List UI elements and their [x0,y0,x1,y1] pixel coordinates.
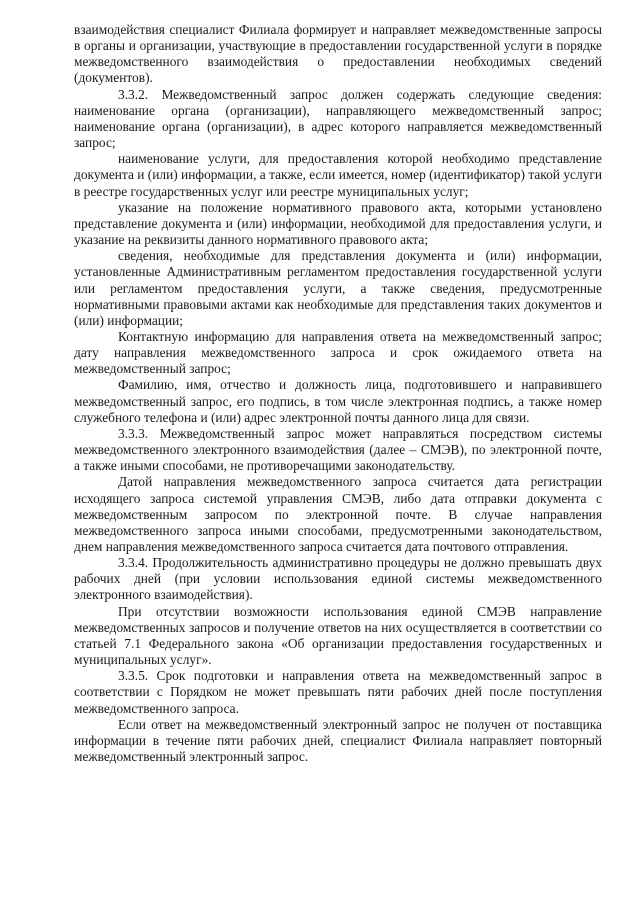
paragraph-required-info: сведения, необходимые для представления документа и (или) информации, установленные Административным регламентом предоставления государственной услуги или регламентом предоставления услуги, а также сведения, предусмотренные нормативными правовыми актами как необходимые для представления таких документов и (или) информации; [74,248,602,328]
paragraph-request-date: Датой направления межведомственного запроса считается дата регистрации исходящего запроса системой управления СМЭВ, либо дата отправки документа с межведомственным запросом по электронной почте. В случае направления межведомственного запроса иными способами, предусмотренными законодательством, днем направления межведомственного запроса считается дата почтового отправления. [74,474,602,554]
paragraph-no-smev: При отсутствии возможности использования единой СМЭВ направление межведомственных запросов и получение ответов на них осуществляется в соответствии со статьей 7.1 Федерального закона «Об организации предоставления государственных и муниципальных услуг». [74,603,602,668]
paragraph-normative-act: указание на положение нормативного правового акта, которыми установлено представление документа и (или) информации, необходимой для предоставления услуги, и указание на реквизиты данного нормативного правового акта; [74,199,602,248]
paragraph-3-3-2: 3.3.2. Межведомственный запрос должен содержать следующие сведения: наименование органа (организации), направляющего межведомственный запрос; наименование органа (организации), в адрес которого направляется межведомственный запрос; [74,86,602,151]
paragraph-3-3-5: 3.3.5. Срок подготовки и направления ответа на межведомственный запрос в соответствии с Порядком не может превышать пяти рабочих дней после поступления межведомственного запроса. [74,668,602,716]
paragraph-service-name: наименование услуги, для предоставления которой необходимо представление документа и (или) информации, а также, если имеется, номер (идентификатор) такой услуги в реестре государственных услуг или реестре муниципальных услуг; [74,151,602,199]
paragraph-repeat-request: Если ответ на межведомственный электронный запрос не получен от поставщика информации в течение пяти рабочих дней, специалист Филиала направляет повторный межведомственный электронный запрос. [74,716,602,765]
paragraph-3-3-3: 3.3.3. Межведомственный запрос может направляться посредством системы межведомственного электронного взаимодействия (далее – СМЭВ), по электронной почте, а также иными способами, не противоречащими законодательству. [74,425,602,474]
document-page [74,22,602,765]
paragraph-contact-info: Контактную информацию для направления ответа на межведомственный запрос; дату направления межведомственного запроса и срок ожидаемого ответа на межведомственный запрос; [74,328,602,377]
paragraph-continuation: взаимодействия специалист Филиала формирует и направляет межведомственные запросы в органы и организации, участвующие в предоставлении государственной услуги в порядке межведомственного взаимодействия о предоставлении необходимых сведений (документов). [74,22,602,86]
paragraph-responsible-person: Фамилию, имя, отчество и должность лица, подготовившего и направившего межведомственный запрос, его подпись, в том числе электронная подпись, а также номер служебного телефона и (или) адрес электронной почты данного лица для связи. [74,377,602,425]
paragraph-3-3-4: 3.3.4. Продолжительность административно процедуры не должно превышать двух рабочих дней (при условии использования единой системы межведомственного электронного взаимодействия). [74,555,602,603]
